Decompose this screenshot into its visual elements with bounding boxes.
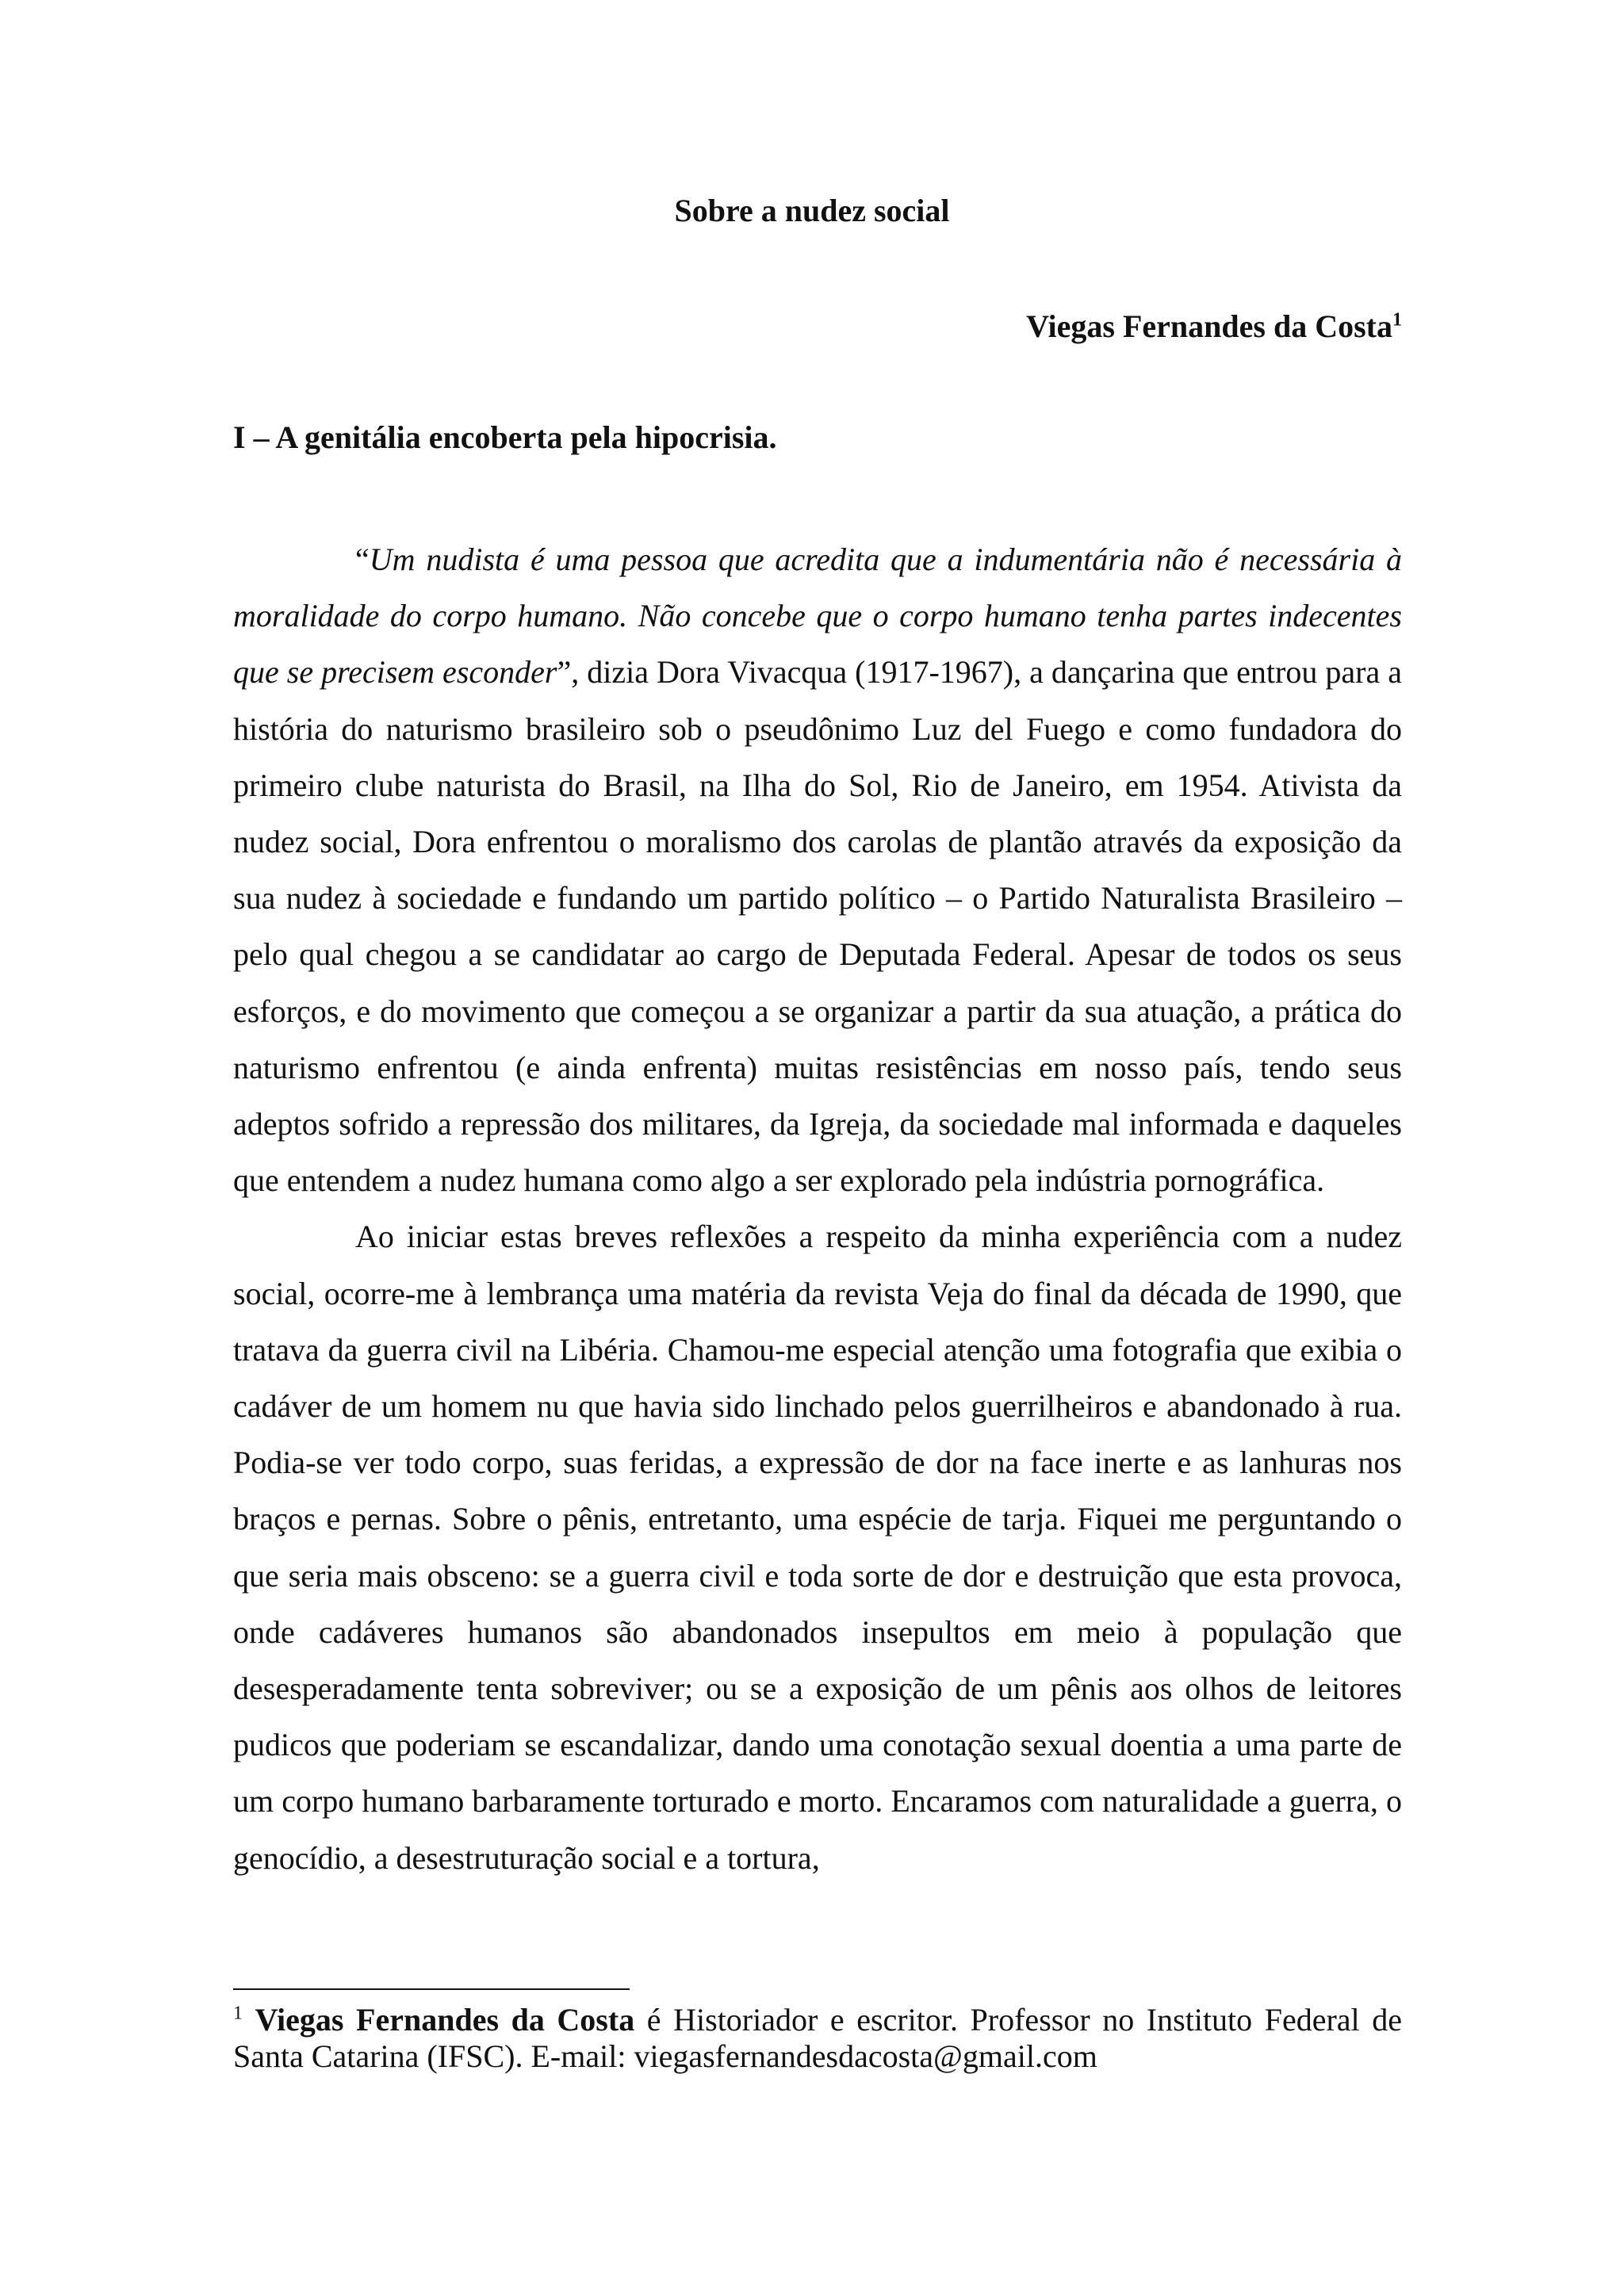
author-line — [1026, 308, 1402, 346]
paragraph-2: Ao iniciar estas breves reflexões a respeito da minha experiência com a nudez social, ocorre-me à lembrança uma matéria da revista Veja do final da década de 1990, que tratava da guerra civil na Libéria. Chamou-me especial atenção uma fotografia que exibia o cadáver de um homem nu que havia sido linchado pelos guerrilheiros e abandonado à rua. Podia-se ver todo corpo, suas feridas, a expressão de dor na face inerte e as lanhuras nos braços e pernas. Sobre o pênis, entretanto, uma espécie de tarja. Fiquei me perguntando o que seria mais obsceno: se a guerra civil e toda sorte de dor e destruição que esta provoca, onde cadáveres humanos são abandonados insepultos em meio à população que desesperadamente tenta sobreviver; ou se a exposição de um pênis aos olhos de leitores pudicos que poderiam se escandalizar, dando uma conotação sexual doentia a uma parte de um corpo humano barbaramente torturado e morto. Encaramos com naturalidade a guerra, o genocídio, a desestruturação social e a tortura, — [233, 1219, 1402, 1876]
author-footnote-marker: 1 — [1392, 309, 1402, 331]
footnote — [233, 2002, 1402, 2075]
paragraph-1 — [233, 531, 1402, 1208]
footnote-divider — [233, 1988, 630, 1990]
author-name: Viegas Fernandes da Costa — [1026, 308, 1392, 344]
body-text — [233, 531, 1402, 1886]
document-title: Sobre a nudez social — [674, 193, 950, 228]
footnote-text: é Historiador e escritor. Professor no Instituto Federal de Santa Catarina (IFSC). E-mail: viegasfernandesdacosta@gmail.com — [233, 2002, 1403, 2074]
footnote-author-name: Viegas Fernandes da Costa — [255, 2002, 635, 2038]
section-heading: I – A genitália encoberta pela hipocrisia. — [233, 419, 777, 455]
footnote-marker: 1 — [233, 2003, 243, 2024]
quotation: Um nudista é uma pessoa que acredita que a indumentária não é necessária à moralidade do corpo humano. Não concebe que o corpo humano tenha partes indecentes que se precisem esconder — [233, 541, 1402, 691]
paragraph-1-text: ”, dizia Dora Vivacqua (1917-1967), a dançarina que entrou para a história do naturismo brasileiro sob o pseudônimo Luz del Fuego e como fundadora do primeiro clube naturista do Brasil, na Ilha do Sol, Rio de Janeiro, em 1954. Ativista da nudez social, Dora enfrentou o moralismo dos carolas de plantão através da exposição da sua nudez à sociedade e fundando um partido político – o Partido Naturalista Brasileiro – pelo qual chegou a se candidatar ao cargo de Deputada Federal. Apesar de todos os seus esforços, e do movimento que começou a se organizar a partir da sua atuação, a prática do naturismo enfrentou (e ainda enfrenta) muitas resistências em nosso país, tendo seus adeptos sofrido a repressão dos militares, da Igreja, da sociedade mal informada e daqueles que entendem a nudez humana como algo a ser explorado pela indústria pornográfica. — [233, 654, 1402, 1199]
open-quote: “ — [355, 541, 370, 577]
